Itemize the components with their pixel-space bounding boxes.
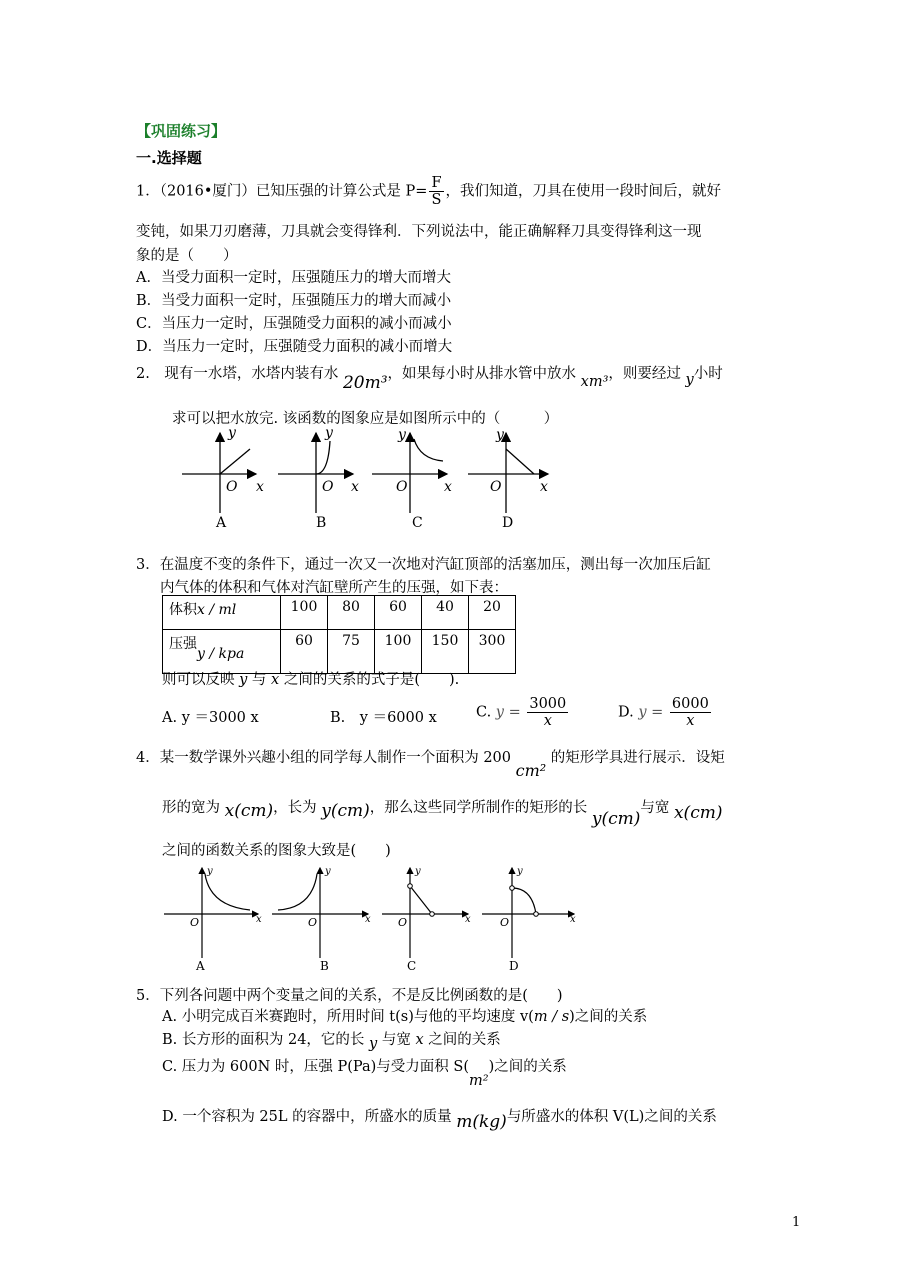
q4-c-x-label: x [465, 914, 471, 925]
q4-b-x-label: x [365, 914, 371, 925]
q3-data-table [162, 595, 516, 674]
q1-option-d: D．当压力一定时，压强随受力面积的减小而增大 [136, 339, 453, 355]
q4-graph-a [164, 866, 262, 973]
q5-a1: A. 小明完成百米赛跑时，所用时间 t(s)与他的平均速度 v( [162, 1009, 534, 1025]
q2-a-origin: O [226, 479, 238, 495]
q4-width: x(cm) [224, 801, 274, 821]
q4-line2b: ，长为 [273, 800, 317, 816]
q3-line1: 3．在温度不变的条件下，通过一次又一次地对汽缸顶部的活塞加压，测出每一次加压后缸 [136, 557, 711, 573]
q4-c-label: C [407, 959, 417, 973]
q4-b-origin: O [308, 916, 318, 929]
q3-opt-c-den: x [543, 713, 552, 729]
q5-line1: 5．下列各问题中两个变量之间的关系，不是反比例函数的是( ) [136, 988, 563, 1004]
q1-intro-line [136, 175, 721, 208]
q1-option-a: A．当受力面积一定时，压强随压力的增大而增大 [136, 270, 451, 286]
q4-line2c: ，那么这些同学所制作的矩形的长 [369, 800, 588, 816]
table-cell: 60 [281, 630, 328, 674]
table-cell: 60 [375, 596, 422, 630]
q2-line2: 求可以把水放完. 该函数的图象应是如图所示中的（ ） [172, 411, 559, 427]
q3-option-a: A. y ＝3000 x [162, 710, 259, 726]
pressure-unit: y / kpa [197, 646, 245, 662]
q2-line1 [136, 362, 723, 393]
q4-length: y(cm) [321, 801, 370, 821]
q4-d-x-label: x [570, 914, 576, 925]
q1-fraction [429, 175, 443, 208]
q5-b2: 与宽 [381, 1032, 411, 1048]
q4-d-y-label: y [517, 866, 523, 877]
q5-b1: B. 长方形的面积为 24，它的长 [162, 1032, 365, 1048]
q1-line3: 象的是（ ） [136, 248, 238, 264]
q4-line3: 之间的函数关系的图象大致是( ) [162, 843, 391, 859]
q2-d-origin: O [490, 479, 502, 495]
q3-option-c [476, 696, 570, 729]
q4-c-origin: O [398, 916, 408, 929]
q4-line1b: 的矩形学具进行展示．设矩 [550, 750, 725, 766]
q3-ask-c: 之间的关系的式子是( ). [283, 672, 460, 688]
q2-graph-d [468, 427, 548, 531]
table-cell: 80 [328, 596, 375, 630]
q3-opt-c-num: 3000 [529, 696, 567, 712]
q5-option-b [162, 1028, 501, 1052]
q4-c-y-label: y [415, 866, 421, 877]
q2-b-y-label: y [325, 425, 333, 441]
q5-b-y: y [369, 1036, 378, 1052]
q5-a-unit: m / s [533, 1009, 570, 1025]
table-cell: 100 [281, 596, 328, 630]
q3-ask-a: 则可以反映 [162, 672, 235, 688]
table-cell: 20 [469, 596, 516, 630]
section-title: 【巩固练习】 [136, 122, 227, 140]
q5-option-a [162, 1005, 647, 1026]
q2-c-origin: O [396, 479, 408, 495]
q3-opt-d-fraction [670, 696, 711, 729]
q3-opt-c-lhs: y = [495, 704, 521, 721]
q1-frac-num: F [431, 175, 442, 191]
q3-option-d [618, 696, 713, 729]
q1-frac-den: S [431, 192, 442, 208]
table-cell: 40 [422, 596, 469, 630]
q2-graph-c [372, 427, 452, 531]
table-cell: 150 [422, 630, 469, 674]
q3-opt-d-den: x [686, 713, 695, 729]
page-number: 1 [792, 1215, 801, 1230]
q5-b-x: x [415, 1032, 424, 1048]
q4-width-2: x(cm) [673, 803, 723, 823]
table-cell: 100 [375, 630, 422, 674]
q3-opt-d-label: D. [618, 704, 634, 721]
q4-a-origin: O [190, 916, 200, 929]
q3-ask-b: 与 [251, 672, 267, 688]
q2-volume: 20m³ [342, 373, 388, 393]
q2-c-y-label: y [398, 427, 406, 443]
q5-c-unit: m² [469, 1073, 489, 1089]
q2-part2: ，如果每小时从排水管中放水 [387, 366, 577, 382]
q4-a-y-label: y [207, 866, 213, 877]
q2-d-y-label: y [496, 427, 504, 443]
q4-line2d: 与宽 [640, 800, 670, 816]
q4-b-y-label: y [325, 866, 331, 877]
q4-a-label: A [196, 959, 205, 973]
q4-graph-b [272, 866, 371, 973]
table-cell: 300 [469, 630, 516, 674]
q2-b-x-label: x [351, 479, 359, 495]
q2-b-label: B [316, 515, 327, 531]
q4-b-label: B [320, 959, 329, 973]
q5-d1: D. 一个容积为 25L 的容器中，所盛水的质量 [162, 1109, 452, 1125]
q3-ask-x: x [271, 672, 280, 688]
q2-part4: 小时 [693, 366, 723, 382]
q3-line2: 内气体的体积和气体对汽缸壁所产生的压强，如下表： [160, 580, 508, 596]
q2-graphs [170, 425, 560, 535]
q2-a-label: A [216, 515, 227, 531]
q4-a-x-label: x [256, 914, 262, 925]
q5-option-c [162, 1055, 567, 1089]
q1-option-c: C．当压力一定时，压强随受力面积的减小而减小 [136, 316, 452, 332]
q5-option-d [162, 1105, 717, 1132]
q2-a-y-label: y [228, 425, 236, 441]
volume-label: 体积 [169, 602, 197, 618]
q4-graph-c [382, 866, 471, 973]
q5-d2: 与所盛水的体积 V(L)之间的关系 [506, 1109, 717, 1125]
pressure-label: 压强 [169, 636, 197, 652]
table-row [163, 596, 516, 630]
q2-part3: ，则要经过 [608, 366, 681, 382]
q5-b3: 之间的关系 [428, 1032, 501, 1048]
q2-rate: xm³ [580, 374, 609, 390]
table-cell: 75 [328, 630, 375, 674]
q2-c-x-label: x [444, 479, 452, 495]
q5-c1: C. 压力为 600N 时，压强 P(Pa)与受力面积 S( [162, 1059, 470, 1075]
q4-line2 [162, 796, 723, 829]
q2-c-label: C [412, 515, 423, 531]
q2-a-x-label: x [256, 479, 264, 495]
q4-d-label: D [509, 959, 519, 973]
table-row [163, 630, 516, 674]
q3-ask-y: y [239, 672, 248, 688]
q3-ask [162, 668, 459, 689]
q2-d-x-label: x [540, 479, 548, 495]
q4-unit: cm² [515, 761, 547, 780]
q5-a2: )之间的关系 [569, 1009, 648, 1025]
part-title: 一.选择题 [136, 149, 202, 167]
q3-opt-c-label: C. [476, 704, 492, 721]
q1-intro-rest: ，我们知道，刀具在使用一段时间后，就好 [445, 183, 722, 200]
q2-graph-a [182, 425, 264, 531]
q4-line1 [136, 746, 725, 780]
volume-unit: x / ml [197, 602, 237, 618]
q4-graphs [160, 862, 580, 974]
q2-part1: 2. 现有一水塔，水塔内装有水 [136, 366, 339, 382]
q4-d-origin: O [500, 916, 510, 929]
q2-graph-b [278, 425, 359, 531]
q4-line2a: 形的宽为 [162, 800, 220, 816]
q3-opt-d-num: 6000 [671, 696, 709, 712]
q2-b-origin: O [322, 479, 334, 495]
table-cell-volume-header [163, 596, 281, 630]
q4-length-2: y(cm) [591, 809, 641, 829]
q5-c2: )之间的关系 [488, 1059, 567, 1075]
q4-graph-d [482, 866, 576, 973]
q4-line1a: 4．某一数学课外兴趣小组的同学每人制作一个面积为 200 [136, 750, 512, 766]
q1-line2: 变钝，如果刀刃磨薄，刀具就会变得锋利．下列说法中，能正确解释刀具变得锋利这一现 [136, 224, 702, 240]
q2-d-label: D [502, 515, 514, 531]
q3-opt-c-fraction [527, 696, 568, 729]
q3-opt-d-lhs: y = [638, 704, 664, 721]
table-cell-pressure-header [163, 630, 281, 674]
q5-d-unit: m(kg) [456, 1112, 507, 1132]
q3-option-b: B. y ＝6000 x [330, 710, 437, 726]
q1-option-b: B．当受力面积一定时，压强随压力的增大而减小 [136, 293, 452, 309]
q2-var-y: y [685, 372, 694, 388]
q1-intro: 1．（2016•厦门）已知压强的计算公式是 P= [136, 183, 428, 200]
